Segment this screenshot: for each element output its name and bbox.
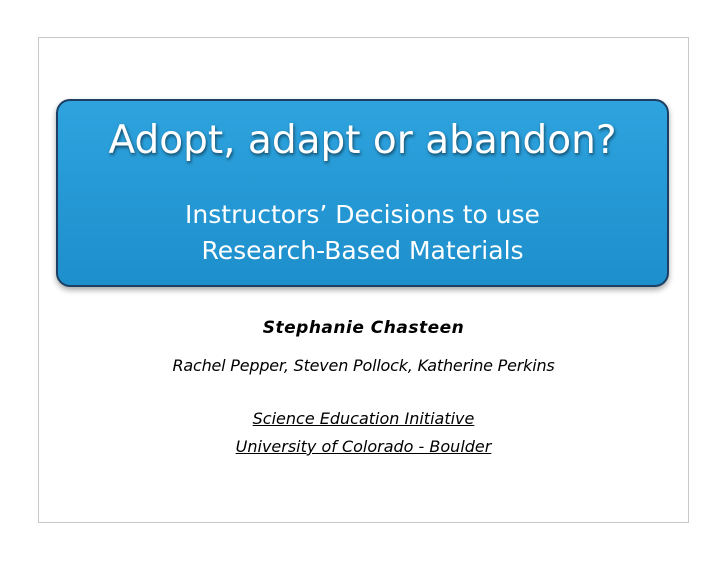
subtitle-line-2: Research-Based Materials (201, 236, 524, 265)
slide-subtitle (58, 197, 667, 269)
university-link[interactable]: University of Colorado - Boulder (235, 437, 492, 456)
slide-title: Adopt, adapt or abandon? (108, 118, 617, 163)
subtitle-line-1: Instructors’ Decisions to use (185, 200, 540, 229)
presenter-name: Stephanie Chasteen (262, 318, 465, 338)
coauthors: Rachel Pepper, Steven Pollock, Katherine Perkins (172, 356, 555, 375)
initiative-link[interactable]: Science Education Initiative (252, 409, 475, 428)
title-box (56, 99, 669, 287)
